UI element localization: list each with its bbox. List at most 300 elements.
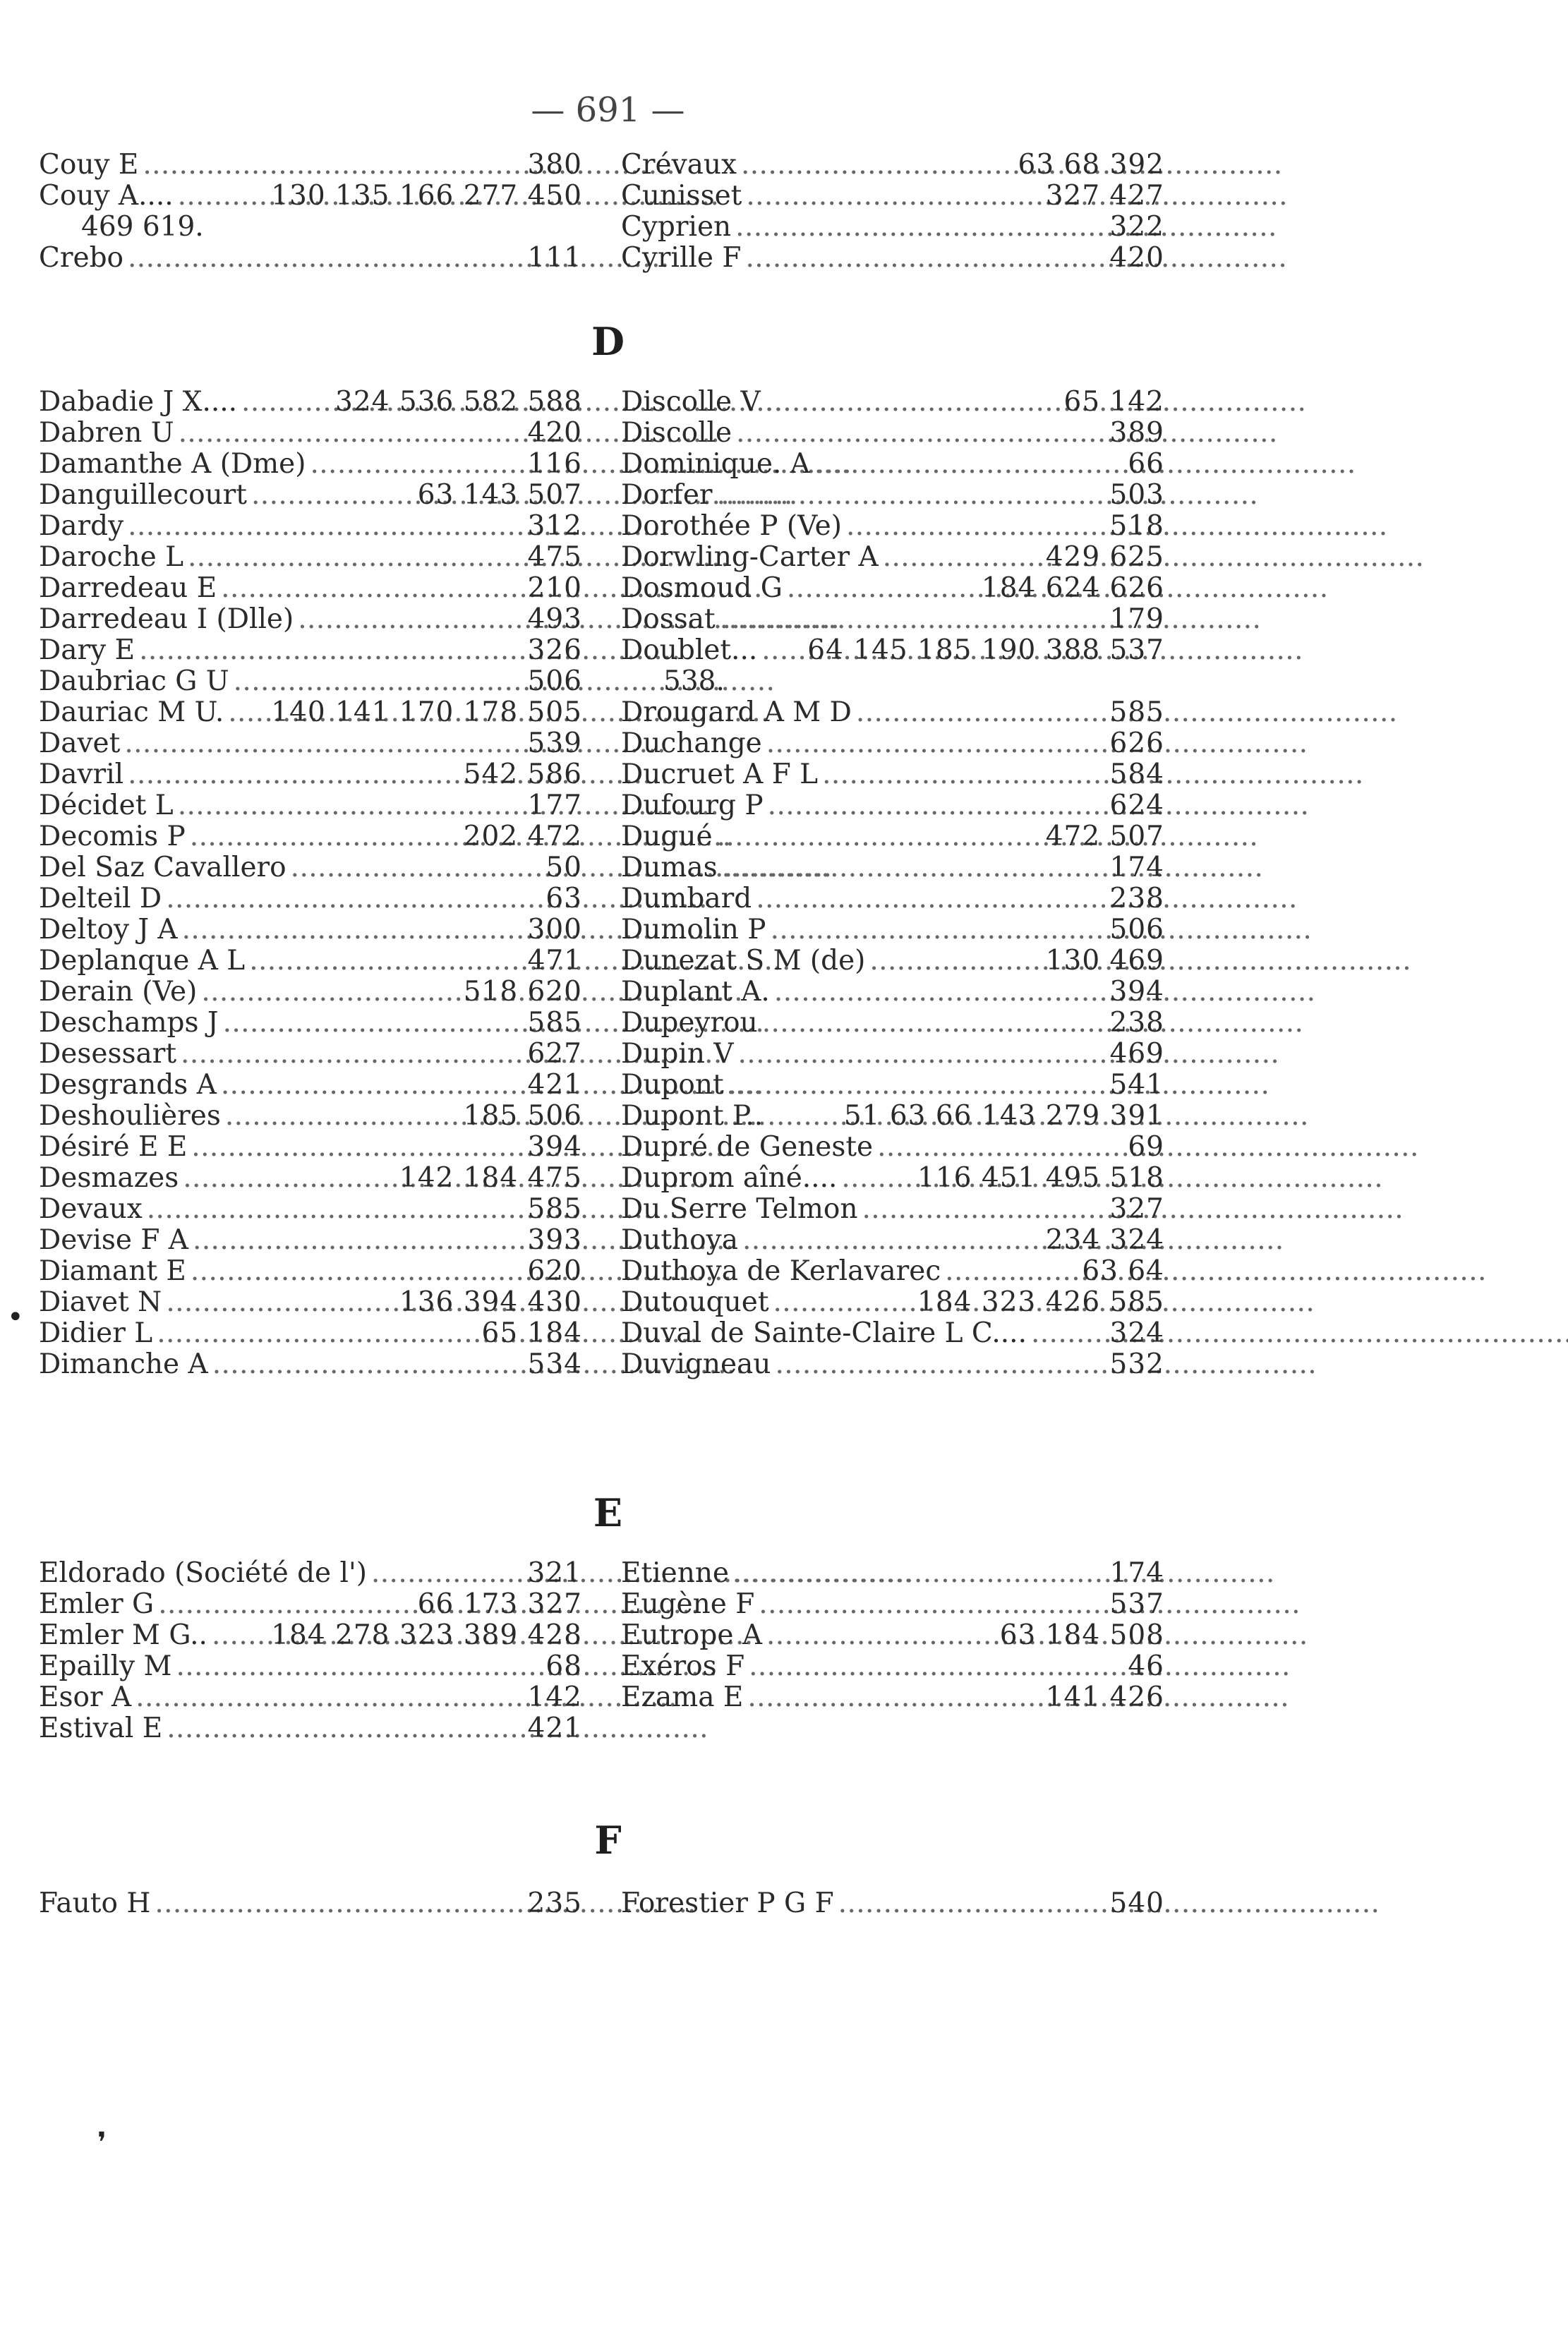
index-entry <box>39 635 582 666</box>
dot-leader <box>128 511 523 542</box>
entry-page-refs: 63 64 <box>1082 1255 1164 1287</box>
entry-page-refs: 184 624 626 <box>981 572 1164 604</box>
index-entry <box>39 728 582 759</box>
dot-leader <box>223 1008 524 1039</box>
entry-page-refs: 179 <box>1109 603 1164 635</box>
entry-name: Dary E <box>39 634 135 666</box>
entry-page-refs: 66 <box>1128 448 1164 480</box>
dot-leader <box>188 542 524 573</box>
index-entry <box>621 604 1164 635</box>
entry-name: Eldorado (Société de l') <box>39 1557 367 1589</box>
entry-name: Dutouquet <box>621 1286 769 1318</box>
entry-page-refs: 627 <box>527 1038 582 1070</box>
index-entry <box>39 604 582 635</box>
entry-page-refs: 63 68 392 <box>1018 149 1164 181</box>
index-entry <box>39 1008 582 1039</box>
index-entry <box>39 387 582 418</box>
dot-leader <box>717 821 1042 852</box>
entry-page-refs: 136 394 430 <box>399 1286 582 1318</box>
entry-name: Daroche L <box>39 541 183 573</box>
entry-page-refs: 116 <box>527 448 582 480</box>
dot-leader <box>749 1651 1123 1682</box>
index-entry <box>39 1318 582 1349</box>
entry-page-refs: 421 <box>527 1069 582 1101</box>
index-entry <box>39 1256 582 1287</box>
dot-leader <box>221 1070 524 1101</box>
index-entry <box>39 480 582 511</box>
entry-page-refs: 518 <box>1109 510 1164 542</box>
entry-name: Duthoya <box>621 1224 738 1256</box>
entry-page-refs: 626 <box>1109 727 1164 759</box>
entry-page-refs: 63 143 507 <box>417 479 582 511</box>
entry-name: Du Serre Telmon <box>621 1193 858 1225</box>
entry-page-refs: 493 <box>527 603 582 635</box>
entry-name: Eutrope A <box>621 1619 762 1651</box>
dot-leader <box>135 1682 523 1713</box>
entry-name: Dabadie J X.... <box>39 386 238 418</box>
index-entry <box>621 1008 1164 1039</box>
index-entry <box>621 418 1164 449</box>
dot-leader <box>768 790 1106 821</box>
entry-name: Esor A <box>39 1681 132 1713</box>
dot-leader <box>877 1132 1123 1163</box>
index-entry <box>39 1070 582 1101</box>
entry-page-refs: 142 184 475 <box>399 1162 582 1194</box>
index-entry <box>621 387 1164 418</box>
column-left <box>39 150 582 274</box>
entry-name: Darredeau I (Dlle) <box>39 603 294 635</box>
entry-page-refs: 327 427 <box>1045 180 1164 212</box>
entry-page-refs: 389 <box>1109 417 1164 449</box>
dot-leader <box>139 635 523 666</box>
entry-page-refs: 394 <box>527 1131 582 1163</box>
dot-leader <box>841 1163 913 1194</box>
index-entry <box>621 449 1164 480</box>
entry-page-refs: 235 <box>527 1887 582 1919</box>
entry-name: Dauriac M U. <box>39 696 224 728</box>
index-entry <box>39 1287 582 1318</box>
entry-page-refs: 420 <box>527 417 582 449</box>
entry-name: Davril <box>39 759 124 790</box>
stray-mark: ❜ <box>97 2127 107 2159</box>
index-entry <box>621 1039 1164 1070</box>
dot-leader <box>234 666 524 697</box>
index-entry <box>621 1194 1164 1225</box>
dot-leader <box>856 697 1106 728</box>
entry-name: Diavet N <box>39 1286 162 1318</box>
entry-page-refs: 238 <box>1109 1007 1164 1039</box>
entry-name: Dabren U <box>39 417 174 449</box>
dot-leader <box>251 480 414 511</box>
dot-leader <box>181 1039 524 1070</box>
entry-name: Danguillecourt <box>39 479 247 511</box>
dot-leader <box>745 243 1105 274</box>
entry-name: Duplant A. <box>621 976 770 1008</box>
entry-page-refs: 234 324 <box>1045 1224 1164 1256</box>
entry-page-refs: 111 <box>527 242 582 274</box>
index-entry <box>621 946 1164 977</box>
entry-name: Duval de Sainte-Claire L C.... <box>621 1317 1027 1349</box>
dot-leader <box>157 1318 477 1349</box>
entry-name: Cyprien <box>621 211 732 243</box>
dot-leader <box>746 181 1041 212</box>
entry-name: Duvigneau <box>621 1348 771 1380</box>
index-entry <box>39 759 582 790</box>
entry-name: Delteil D <box>39 883 162 914</box>
entry-page-refs: 65 184 <box>481 1317 582 1349</box>
index-entry <box>39 1163 582 1194</box>
entry-page-refs: 184 323 426 585 <box>917 1286 1164 1318</box>
entry-name: Dosmoud G <box>621 572 783 604</box>
dot-leader <box>722 852 1106 883</box>
entry-page-refs: 624 <box>1109 790 1164 821</box>
index-entry <box>39 181 582 212</box>
index-entry <box>39 1039 582 1070</box>
entry-name: Exéros F <box>621 1650 745 1682</box>
dot-leader <box>249 946 523 977</box>
index-entry <box>39 914 582 946</box>
entry-page-refs: 116 451 495 518 <box>917 1162 1164 1194</box>
entry-name: Ducruet A F L <box>621 759 819 790</box>
entry-name: Dupré de Geneste <box>621 1131 874 1163</box>
entry-page-refs: 69 <box>1128 1131 1164 1163</box>
index-entry <box>621 1101 1164 1132</box>
dot-leader <box>298 604 523 635</box>
dot-leader <box>178 790 524 821</box>
entry-name: Desmazes <box>39 1162 179 1194</box>
index-entry <box>39 542 582 573</box>
entry-name: Desessart <box>39 1038 177 1070</box>
entry-continuation: 538. <box>663 665 725 697</box>
entry-page-refs: 540 <box>1109 1887 1164 1919</box>
entry-name: Dumbard <box>621 883 752 914</box>
index-entry <box>621 1070 1164 1101</box>
entry-page-refs: 620 <box>527 1255 582 1287</box>
dot-leader <box>143 150 523 181</box>
entry-name: Daubriac G U <box>39 665 229 697</box>
index-entry <box>621 573 1164 604</box>
entry-name: Discolle <box>621 417 732 449</box>
entry-name: Emler G <box>39 1588 155 1620</box>
entry-name: Damanthe A (Dme) <box>39 448 306 480</box>
section-letter-f: F <box>594 1818 622 1863</box>
index-entry <box>621 759 1164 790</box>
entry-page-refs: 130 135 166 277 450 <box>271 180 582 212</box>
entry-page-refs: 142 <box>527 1681 582 1713</box>
dot-leader <box>212 1620 267 1651</box>
entry-name: Duthoya de Kerlavarec <box>621 1255 941 1287</box>
entry-page-refs: 324 <box>1109 1317 1164 1349</box>
dot-leader <box>182 914 524 946</box>
dot-leader <box>869 946 1041 977</box>
index-entry <box>39 1132 582 1163</box>
entry-name: Fauto H <box>39 1887 151 1919</box>
index-entry <box>621 883 1164 914</box>
index-entry <box>621 914 1164 946</box>
index-entry <box>39 883 582 914</box>
entry-name: Dupont P.. <box>621 1100 764 1132</box>
index-entry <box>39 666 582 697</box>
dot-leader <box>771 914 1106 946</box>
index-entry <box>621 1163 1164 1194</box>
entry-name: Dunezat S M (de) <box>621 945 866 977</box>
entry-name: Diamant E <box>39 1255 186 1287</box>
column-left <box>39 1888 582 1919</box>
entry-name: Crévaux <box>621 149 737 181</box>
entry-page-refs: 537 <box>1109 1588 1164 1620</box>
entry-name: Etienne <box>621 1557 730 1589</box>
entry-page-refs: 184 278 323 389 428 <box>271 1619 582 1651</box>
entry-page-refs: 585 <box>527 1193 582 1225</box>
dot-leader <box>167 1713 523 1744</box>
index-entry <box>621 635 1164 666</box>
dot-leader <box>775 1349 1105 1380</box>
dot-leader <box>945 1256 1078 1287</box>
index-entry <box>621 821 1164 852</box>
entry-page-refs: 472 507 <box>1045 821 1164 852</box>
entry-page-refs: 68 <box>545 1650 582 1682</box>
dot-leader <box>166 1287 395 1318</box>
entry-page-refs: 506 <box>1109 914 1164 946</box>
entry-page-refs: 585 <box>1109 696 1164 728</box>
entry-page-refs: 202 472 <box>463 821 582 852</box>
index-entry <box>39 243 582 274</box>
dot-leader <box>773 1287 914 1318</box>
entry-continuation: 469 619. <box>81 211 204 243</box>
dot-leader <box>774 977 1106 1008</box>
entry-page-refs: 185 506 <box>463 1100 582 1132</box>
entry-page-refs: 542 586 <box>463 759 582 790</box>
entry-name: Dugué <box>621 821 713 852</box>
entry-name: Désiré E E <box>39 1131 188 1163</box>
entry-page-refs: 421 <box>527 1712 582 1744</box>
dot-leader <box>155 1888 523 1919</box>
index-entry <box>621 150 1164 181</box>
entry-name: Devise F A <box>39 1224 188 1256</box>
entry-name: Couy E <box>39 149 139 181</box>
entry-name: Eugène F <box>621 1588 755 1620</box>
entry-page-refs: 312 <box>527 510 582 542</box>
entry-name: Cunisset <box>621 180 742 212</box>
dot-leader <box>176 1651 541 1682</box>
index-entry <box>39 1225 582 1256</box>
entry-name: Deshoulières <box>39 1100 221 1132</box>
dot-leader <box>128 243 524 274</box>
index-entry <box>39 150 582 181</box>
index-entry <box>39 697 582 728</box>
index-entry <box>621 1349 1164 1380</box>
entry-page-refs: 65 142 <box>1063 386 1164 418</box>
dot-leader <box>190 821 459 852</box>
dot-leader <box>822 759 1105 790</box>
column-right <box>621 1558 1164 1713</box>
index-entry <box>39 977 582 1008</box>
index-entry <box>621 1225 1164 1256</box>
entry-page-refs: 141 426 <box>1045 1681 1164 1713</box>
entry-name: Décidet L <box>39 790 174 821</box>
entry-name: Deplanque A L <box>39 945 246 977</box>
index-entry <box>621 212 1164 243</box>
dot-leader <box>728 1070 1106 1101</box>
entry-name: Dupeyrou <box>621 1007 758 1039</box>
dot-leader <box>158 1589 413 1620</box>
index-entry <box>39 1349 582 1380</box>
entry-name: Emler M G.. <box>39 1619 207 1651</box>
entry-name: Crebo <box>39 242 124 274</box>
entry-page-refs: 327 <box>1109 1193 1164 1225</box>
index-entry <box>621 1682 1164 1713</box>
dot-leader <box>225 1101 459 1132</box>
index-entry <box>39 1101 582 1132</box>
entry-name: Dominique. A <box>621 448 810 480</box>
index-entry <box>621 728 1164 759</box>
dot-leader <box>736 418 1105 449</box>
column-left <box>39 387 582 1380</box>
dot-leader <box>1031 1318 1106 1349</box>
index-entry <box>39 1713 582 1744</box>
entry-name: Devaux <box>39 1193 143 1225</box>
entry-page-refs: 429 625 <box>1045 541 1164 573</box>
entry-page-refs: 324 536 582 588 <box>335 386 582 418</box>
entry-page-refs: 66 173 327 <box>417 1588 582 1620</box>
column-right <box>621 150 1164 274</box>
dot-leader <box>756 883 1105 914</box>
section-letter-e: E <box>593 1490 623 1535</box>
entry-page-refs: 394 <box>1109 976 1164 1008</box>
index-entry <box>621 977 1164 1008</box>
entry-name: Dimanche A <box>39 1348 208 1380</box>
dot-leader <box>241 387 331 418</box>
dot-leader <box>838 1888 1106 1919</box>
index-entry <box>621 1651 1164 1682</box>
index-entry <box>621 790 1164 821</box>
dot-leader <box>765 387 1060 418</box>
dot-leader <box>178 181 267 212</box>
entry-page-refs: 584 <box>1109 759 1164 790</box>
index-entry <box>39 1558 582 1589</box>
dot-leader <box>291 852 542 883</box>
index-entry <box>621 697 1164 728</box>
dot-leader <box>191 1132 523 1163</box>
section-letter-d: D <box>591 319 625 364</box>
index-entry <box>621 1318 1164 1349</box>
dot-leader <box>883 542 1042 573</box>
entry-page-refs: 393 <box>527 1224 582 1256</box>
dot-leader <box>179 418 524 449</box>
dot-leader <box>767 1101 840 1132</box>
entry-name: Didier L <box>39 1317 153 1349</box>
dot-leader <box>787 573 977 604</box>
entry-page-refs: 210 <box>527 572 582 604</box>
entry-page-refs: 130 469 <box>1045 945 1164 977</box>
dot-leader <box>147 1194 524 1225</box>
index-entry <box>621 243 1164 274</box>
entry-page-refs: 46 <box>1128 1650 1164 1682</box>
entry-name: Deltoy J A <box>39 914 178 946</box>
entry-name: Doublet... <box>621 634 758 666</box>
index-entry <box>621 1132 1164 1163</box>
entry-page-refs: 51 63 66 143 279 391 <box>843 1100 1164 1132</box>
entry-name: Duchange <box>621 727 762 759</box>
column-left <box>39 1558 582 1744</box>
entry-name: Cyrille F <box>621 242 742 274</box>
index-entry <box>39 1589 582 1620</box>
dot-leader <box>191 1256 524 1287</box>
entry-page-refs: 50 <box>545 852 582 883</box>
entry-name: Dardy <box>39 510 124 542</box>
entry-page-refs: 532 <box>1109 1348 1164 1380</box>
index-entry <box>39 790 582 821</box>
index-entry <box>39 418 582 449</box>
dot-leader <box>212 1349 524 1380</box>
entry-name: Dupin V <box>621 1038 734 1070</box>
entry-name: Duprom aîné.... <box>621 1162 838 1194</box>
index-entry <box>621 480 1164 511</box>
entry-name: Dumas <box>621 852 718 883</box>
index-entry <box>39 573 582 604</box>
entry-name: Estival E <box>39 1712 163 1744</box>
entry-page-refs: 420 <box>1109 242 1164 274</box>
entry-page-refs: 506 <box>527 665 582 697</box>
dot-leader <box>128 759 459 790</box>
index-entry <box>39 511 582 542</box>
entry-name: Deschamps J <box>39 1007 219 1039</box>
index-entry <box>621 852 1164 883</box>
entry-page-refs: 174 <box>1109 1557 1164 1589</box>
dot-leader <box>762 1008 1106 1039</box>
entry-page-refs: 380 <box>527 149 582 181</box>
dot-leader <box>747 1682 1041 1713</box>
index-entry <box>39 449 582 480</box>
entry-name: Del Saz Cavallero <box>39 852 287 883</box>
entry-name: Dorothée P (Ve) <box>621 510 842 542</box>
index-entry <box>39 1194 582 1225</box>
entry-page-refs: 300 <box>527 914 582 946</box>
entry-name: Ezama E <box>621 1681 744 1713</box>
dot-leader <box>717 480 1106 511</box>
index-entry <box>621 1589 1164 1620</box>
dot-leader <box>733 1558 1106 1589</box>
dot-leader <box>720 604 1106 635</box>
entry-page-refs: 321 <box>527 1557 582 1589</box>
dot-leader <box>814 449 1123 480</box>
column-right <box>621 1888 1164 1919</box>
entry-page-refs: 539 <box>527 727 582 759</box>
entry-name: Decomis P <box>39 821 186 852</box>
entry-page-refs: 471 <box>527 945 582 977</box>
dot-leader <box>761 635 803 666</box>
dot-leader <box>201 977 459 1008</box>
entry-page-refs: 518 620 <box>463 976 582 1008</box>
entry-name: Dorfer <box>621 479 713 511</box>
entry-name: Dufourg P <box>621 790 764 821</box>
index-entry <box>621 1888 1164 1919</box>
index-entry <box>39 946 582 977</box>
entry-page-refs: 475 <box>527 541 582 573</box>
dot-leader <box>124 728 523 759</box>
index-entry <box>621 511 1164 542</box>
entry-name: Derain (Ve) <box>39 976 198 1008</box>
index-entry <box>621 1287 1164 1318</box>
dot-leader <box>221 573 523 604</box>
entry-name: Dorwling-Carter A <box>621 541 879 573</box>
entry-page-refs: 63 <box>545 883 582 914</box>
column-right <box>621 387 1164 1380</box>
entry-name: Epailly M <box>39 1650 172 1682</box>
dot-leader <box>862 1194 1105 1225</box>
index-entry <box>621 1256 1164 1287</box>
index-entry <box>621 181 1164 212</box>
